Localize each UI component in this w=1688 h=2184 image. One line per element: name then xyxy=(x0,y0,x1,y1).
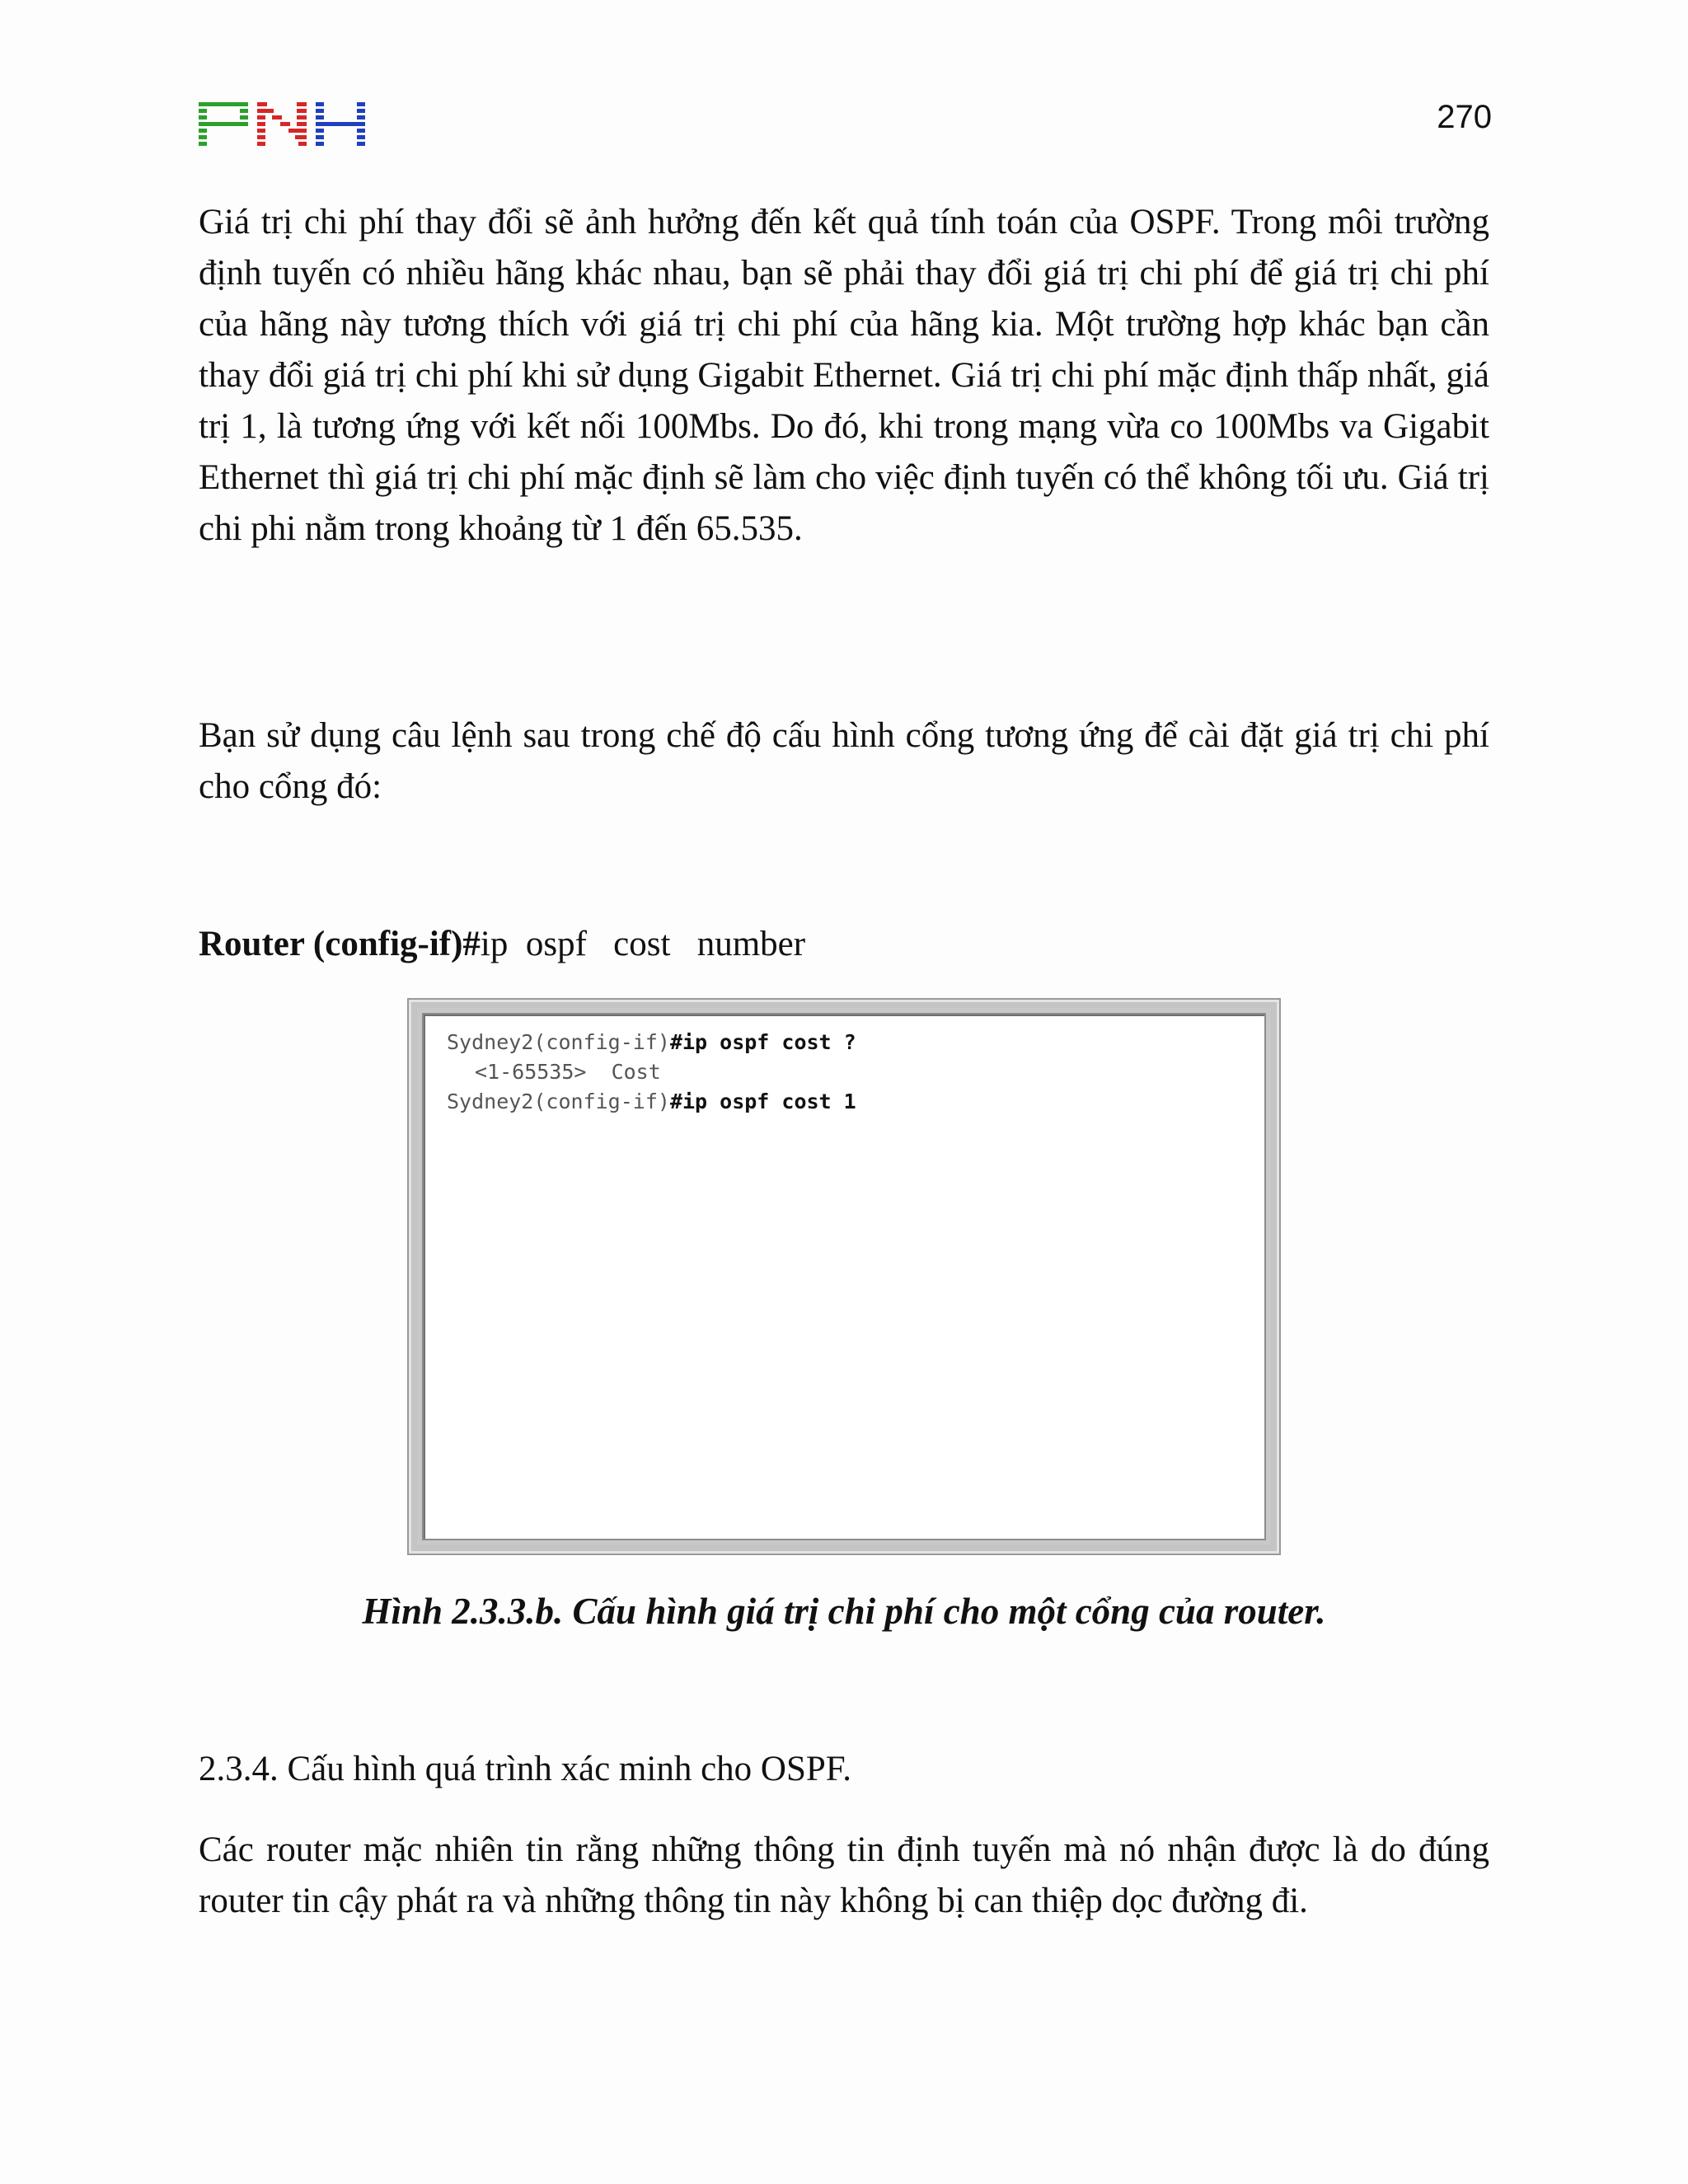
terminal-prompt: Sydney2(config-if) xyxy=(447,1090,670,1113)
logo-stripe xyxy=(357,115,365,120)
logo-stripe xyxy=(316,115,324,120)
logo-stripe xyxy=(257,122,265,126)
logo-stripe xyxy=(295,135,307,139)
command-prompt: Router (config-if)# xyxy=(199,925,481,963)
logo-stripe xyxy=(257,142,265,146)
terminal-window xyxy=(422,1013,1266,1540)
section-heading: 2.3.4. Cấu hình quá trình xác minh cho OSPF. xyxy=(199,1750,852,1788)
logo-stripe xyxy=(199,109,207,113)
page-number: 270 xyxy=(1437,99,1492,135)
paragraph-cost-effect: Giá trị chi phí thay đổi sẽ ảnh hưởng đến kết quả tính toán của OSPF. Trong môi trường định tuyến có nhiều hãng khác nhau, bạn sẽ phải thay đổi giá trị chi phí để giá trị chi phí của hãng này tương thích với giá trị chi phí của hãng kia. Một trường hợp khác bạn cần thay đổi giá trị chi phí khi sử dụng Gigabit Ethernet. Giá trị chi phí mặc định thấp nhất, giá trị 1, là tương ứng với kết nối 100Mbs. Do đó, khi trong mạng vừa co 100Mbs va Gigabit Ethernet thì giá trị chi phí mặc định sẽ làm cho việc định tuyến có thể không tối ưu. Giá trị chi phi nằm trong khoảng từ 1 đến 65.535. xyxy=(199,203,1489,548)
logo-stripe xyxy=(316,122,365,126)
terminal-prompt: Sydney2(config-if) xyxy=(447,1030,670,1054)
terminal-command: #ip ospf cost 1 xyxy=(669,1090,856,1113)
command-text: ip ospf cost number xyxy=(480,925,806,963)
logo-stripe xyxy=(297,109,307,113)
logo-stripe xyxy=(316,109,324,113)
logo-stripe xyxy=(298,142,307,146)
figure-caption: Hình 2.3.3.b. Cấu hình giá trị chi phí cho một cổng của router. xyxy=(362,1591,1326,1632)
logo-stripe xyxy=(357,129,365,133)
logo-stripe xyxy=(288,129,307,133)
terminal-line-1 xyxy=(447,1028,856,1057)
logo-stripe xyxy=(199,129,207,133)
paragraph-command-intro: Bạn sử dụng câu lệnh sau trong chế độ cấu hình cổng tương ứng để cài đặt giá trị chi phí cho cổng đó: xyxy=(199,716,1489,806)
logo-stripe xyxy=(357,102,365,106)
logo-stripe xyxy=(199,135,207,139)
paragraph-authentication: Các router mặc nhiên tin rằng những thông tin định tuyến mà nó nhận được là do đúng router tin cậy phát ra và những thông tin này không bị can thiệp dọc đường đi. xyxy=(199,1830,1489,1920)
logo-stripe xyxy=(257,102,267,106)
terminal-command: #ip ospf cost ? xyxy=(669,1030,856,1054)
logo-stripe xyxy=(257,129,265,133)
logo-letter-p xyxy=(199,102,248,146)
logo-stripe xyxy=(199,142,207,146)
logo-stripe xyxy=(272,115,282,120)
logo-stripe xyxy=(240,115,248,120)
logo-stripe xyxy=(316,129,324,133)
logo-stripe xyxy=(297,102,307,106)
terminal-line-2: <1-65535> Cost xyxy=(475,1060,661,1084)
logo-stripe xyxy=(199,115,207,120)
command-syntax xyxy=(199,920,805,969)
logo-stripe xyxy=(199,102,248,106)
logo-stripe xyxy=(297,115,307,120)
pnh-logo xyxy=(199,101,366,148)
logo-letter-n xyxy=(257,102,307,146)
logo-stripe xyxy=(240,109,248,113)
logo-stripe xyxy=(257,135,265,139)
logo-stripe xyxy=(316,102,324,106)
logo-stripe xyxy=(199,122,248,126)
logo-stripe xyxy=(357,135,365,139)
logo-letter-h xyxy=(316,102,365,146)
logo-stripe xyxy=(316,135,324,139)
terminal-screenshot xyxy=(407,998,1281,1555)
terminal-line-3 xyxy=(447,1087,856,1117)
logo-stripe xyxy=(357,142,365,146)
logo-stripe xyxy=(257,115,265,120)
logo-stripe xyxy=(257,109,274,113)
logo-stripe xyxy=(280,122,290,126)
logo-stripe xyxy=(316,142,324,146)
logo-stripe xyxy=(357,109,365,113)
logo-stripe xyxy=(297,122,307,126)
